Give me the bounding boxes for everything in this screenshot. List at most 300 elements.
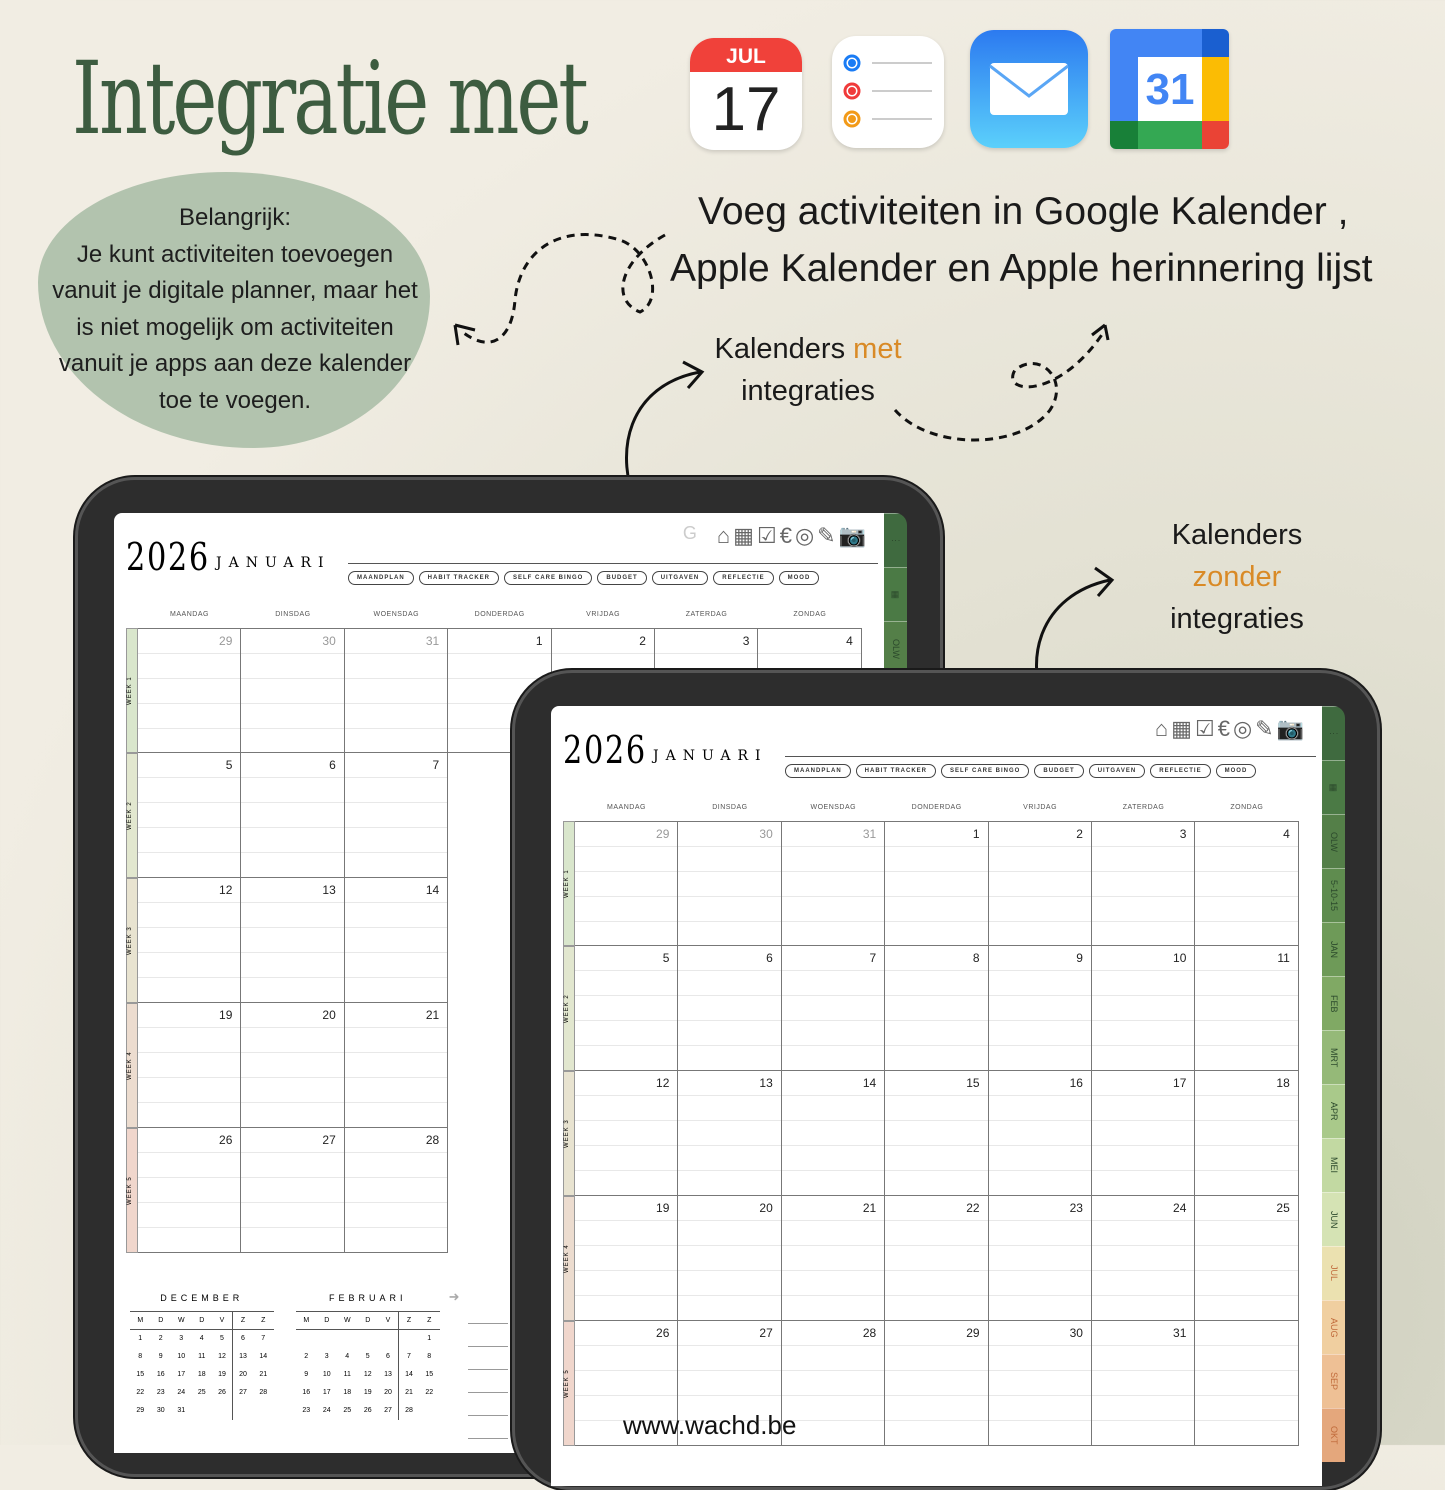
mini-day[interactable]: 19 [218,1371,226,1378]
day-number: 3 [1179,827,1187,841]
day-number: 1 [972,827,980,841]
headline-line2: Apple Kalender en Apple herinnering lijst [670,247,1373,290]
day-number: 20 [759,1201,773,1215]
day-number: 12 [219,883,233,897]
day-cell[interactable] [1195,1071,1298,1196]
weekday-letter: W [343,1317,351,1324]
euro-icon[interactable]: € [1217,716,1230,741]
planner-screen [551,706,1322,1486]
day-number: 28 [425,1133,440,1147]
side-tab-olw[interactable]: OLW [884,621,907,668]
day-cell[interactable] [885,1196,988,1321]
week-label: WEEK 3 [126,878,138,1003]
nav-habit-tracker[interactable]: HABIT TRACKER [856,764,936,778]
quick-icons [1155,716,1304,742]
mini-day[interactable]: 23 [302,1407,311,1414]
day-number: 8 [972,951,980,965]
day-cell[interactable] [1092,946,1195,1071]
mini-day[interactable]: 8 [138,1353,143,1360]
mini-week-row [130,1330,274,1348]
side-tab-▦[interactable]: ▦ [1322,760,1345,814]
calendar-day: 17 [711,75,781,144]
day-cell[interactable] [241,878,344,1003]
mini-day[interactable]: 4 [199,1335,204,1343]
day-number: 22 [966,1201,980,1215]
day-number: 6 [329,758,336,772]
day-number: 5 [225,758,233,772]
day-number: 13 [322,883,336,897]
mini-day[interactable]: 6 [386,1353,390,1360]
mini-day[interactable]: 16 [156,1371,165,1378]
day-number: 20 [322,1008,336,1022]
mini-day[interactable]: 20 [233,1366,254,1384]
mini-day[interactable]: 13 [384,1371,392,1378]
day-cell[interactable] [885,946,988,1071]
mini-day[interactable] [253,1402,274,1420]
nav-reflectie[interactable]: REFLECTIE [1150,764,1210,778]
week-label: WEEK 4 [563,1196,575,1321]
mini-week-row [296,1330,440,1348]
day-number: 14 [862,1076,877,1090]
side-tab-mei[interactable]: MEI [1322,1138,1345,1192]
day-number: 19 [219,1008,233,1022]
mini-day[interactable]: 25 [343,1407,352,1414]
mini-calendar-table [130,1311,274,1420]
mini-header-row [130,1312,274,1330]
mini-day[interactable] [419,1402,440,1420]
day-cell[interactable] [678,821,781,946]
mini-day[interactable]: 4 [345,1353,350,1360]
day-number: 21 [862,1201,877,1215]
mini-day[interactable]: 9 [158,1353,163,1360]
mini-calendar-table [296,1311,440,1420]
mini-day[interactable] [337,1330,358,1348]
calendar-month: JUL [690,38,802,72]
weekday-letter: D [158,1317,164,1324]
weekday-letter: V [385,1317,391,1324]
day-number: 29 [656,827,670,841]
side-tab-5-10-15[interactable]: 5-10-15 [1322,868,1345,922]
mini-day[interactable]: 26 [218,1389,226,1396]
day-cell[interactable] [575,1196,678,1321]
notes-icon[interactable]: ✎ [1255,716,1274,741]
notes-line [468,1438,508,1439]
mini-day[interactable]: 28 [259,1389,268,1396]
mini-day[interactable]: 28 [399,1402,420,1420]
day-cell[interactable] [138,628,241,753]
planner-month: JANUARI [653,748,768,764]
mini-week-row [130,1366,274,1384]
mini-day[interactable] [192,1402,213,1420]
mini-day[interactable] [399,1330,420,1348]
nav-habit-tracker[interactable]: HABIT TRACKER [419,571,499,585]
day-header: DINSDAG [712,804,748,811]
day-header: DINSDAG [275,611,311,618]
day-cell[interactable] [345,878,448,1003]
planner-tabs [884,513,907,668]
day-number: 12 [656,1076,670,1090]
mini-day[interactable]: 23 [156,1389,165,1396]
mini-week-row [296,1402,440,1420]
day-cell[interactable] [1195,1196,1298,1321]
notes-line [468,1323,508,1324]
day-cell[interactable] [138,753,241,878]
day-number: 26 [219,1133,233,1147]
day-cell[interactable] [241,753,344,878]
day-cell[interactable] [575,1071,678,1196]
week-label: WEEK 5 [563,1321,575,1446]
day-header: VRIJDAG [586,611,621,618]
home-icon[interactable]: ⌂ [716,523,731,548]
side-tab-sep[interactable]: SEP [1322,1354,1345,1408]
mini-day[interactable]: 24 [322,1407,331,1414]
nav-self-care-bingo[interactable]: SELF CARE BINGO [941,764,1029,778]
mini-day[interactable]: 26 [363,1407,372,1414]
side-tab-▦[interactable]: ▦ [884,567,907,621]
page-title: Integratie met [72,40,586,157]
nav-self-care-bingo[interactable]: SELF CARE BINGO [504,571,592,585]
mini-day[interactable]: 7 [261,1335,266,1343]
day-number: 21 [425,1008,440,1022]
day-header: ZONDAG [1230,804,1264,811]
checkbox-icon[interactable]: ☑ [1194,716,1215,741]
nav-maandplan[interactable]: MAANDPLAN [785,764,851,778]
notes-line [468,1346,508,1347]
mini-day[interactable]: 18 [197,1371,206,1378]
day-cell[interactable] [782,1196,885,1321]
weekday-letter: D [365,1317,371,1324]
day-cell[interactable] [989,1196,1092,1321]
mini-day[interactable]: 27 [233,1384,254,1402]
day-cell[interactable] [241,1003,344,1128]
camera-icon[interactable]: 📷 [838,523,866,548]
mini-day[interactable]: 21 [259,1371,268,1378]
mini-day[interactable]: 25 [197,1389,206,1396]
nav-budget[interactable]: BUDGET [597,571,646,585]
mini-day[interactable]: 3 [324,1353,329,1360]
day-cell[interactable] [989,821,1092,946]
mini-week-row [130,1402,274,1420]
mini-day[interactable]: 29 [136,1407,145,1414]
mini-day[interactable]: 5 [220,1335,224,1343]
day-number: 14 [425,883,440,897]
next-arrow-icon[interactable]: ➜ [448,1289,460,1304]
side-tab-⋮[interactable]: ⋮ [884,513,907,567]
mini-calendar-title: DECEMBER [160,1293,244,1303]
day-cell[interactable] [1195,1321,1298,1446]
day-cell[interactable] [678,1196,781,1321]
weekday-letter: M [303,1317,310,1324]
mini-day[interactable]: 14 [399,1366,420,1384]
week-label: WEEK 4 [126,1003,138,1128]
weekday-letter: Z [233,1312,254,1330]
day-number: 29 [966,1326,980,1340]
mini-day[interactable]: 13 [233,1348,254,1366]
mini-day[interactable]: 11 [343,1371,351,1378]
mini-day[interactable] [317,1330,338,1348]
day-header: MAANDAG [607,804,646,811]
day-number: 6 [766,951,773,965]
mini-day[interactable] [358,1330,379,1348]
mini-day[interactable]: 3 [179,1335,184,1343]
side-tab-⋮[interactable]: ⋮ [1322,706,1345,760]
day-cell[interactable] [241,1128,344,1253]
day-cell[interactable] [782,1321,885,1446]
day-cell[interactable] [989,946,1092,1071]
day-number: 4 [846,634,853,648]
day-number: 23 [1069,1201,1083,1215]
day-cell[interactable] [575,946,678,1071]
notes-icon[interactable]: ✎ [817,523,836,548]
week-label: WEEK 2 [563,946,575,1071]
planner-year: 2026 [126,535,210,579]
nav-mood[interactable]: MOOD [1216,764,1257,778]
mini-day[interactable]: 22 [425,1389,434,1396]
header-rule [785,756,1316,757]
day-number: 30 [759,827,773,841]
day-header: ZATERDAG [1122,804,1165,811]
mini-day[interactable]: 31 [177,1407,186,1414]
weekday-letter: D [324,1317,330,1324]
day-cell[interactable] [782,1071,885,1196]
week-label: WEEK 3 [563,1071,575,1196]
note-heading: Belangrijk: [178,204,292,231]
day-header: WOENSDAG [373,611,420,618]
day-number: 31 [425,634,440,648]
mini-day[interactable]: 11 [198,1353,206,1360]
mini-week-row [130,1348,274,1366]
day-cell[interactable] [345,1003,448,1128]
mini-calendar [296,1289,460,1420]
mini-day[interactable]: 9 [304,1371,309,1378]
weekday-letter: D [199,1317,205,1324]
header-rule [348,563,878,564]
day-cell[interactable] [885,1321,988,1446]
day-header: ZONDAG [793,611,827,618]
day-number: 28 [862,1326,877,1340]
mini-day[interactable]: 6 [233,1330,254,1348]
mini-day[interactable]: 5 [365,1353,370,1360]
day-cell[interactable] [1195,821,1298,946]
mini-week-row [296,1384,440,1402]
target-icon[interactable]: ◎ [794,523,815,548]
website-url[interactable]: www.wachd.be [623,1410,797,1440]
mini-day[interactable]: 30 [156,1407,165,1414]
day-cell[interactable] [885,821,988,946]
day-cell[interactable] [138,1003,241,1128]
day-number: 9 [1076,951,1083,965]
mini-header-row [296,1312,440,1330]
nav-mood[interactable]: MOOD [779,571,820,585]
nav-pills [785,764,1256,778]
mini-day[interactable]: 10 [322,1371,331,1378]
day-number: 29 [219,634,233,648]
day-number: 27 [322,1133,336,1147]
gcal-day: 31 [1145,65,1195,114]
day-number: 5 [662,951,670,965]
day-cell[interactable] [782,821,885,946]
mini-day[interactable]: 14 [259,1353,268,1360]
side-tab-aug[interactable]: AUG [1322,1300,1345,1354]
calendar-icon[interactable]: ▦ [1171,716,1192,741]
nav-pills [348,571,819,585]
nav-uitgaven[interactable]: UITGAVEN [1089,764,1146,778]
day-number: 16 [1069,1076,1083,1090]
day-number: 2 [639,634,646,648]
day-cell[interactable] [1195,946,1298,1071]
mini-day[interactable]: 21 [399,1384,420,1402]
nav-maandplan[interactable]: MAANDPLAN [348,571,414,585]
weekday-letter: Z [399,1312,420,1330]
day-number: 10 [1173,951,1187,965]
mini-day[interactable]: 7 [399,1348,420,1366]
weekday-letter: V [219,1317,225,1324]
notes-line [468,1369,508,1370]
day-cell[interactable] [345,753,448,878]
mini-day[interactable]: 16 [302,1389,311,1396]
day-number: 31 [862,827,877,841]
day-cell[interactable] [782,946,885,1071]
mini-week-row [130,1384,274,1402]
mini-day[interactable]: 10 [177,1353,186,1360]
day-number: 4 [1283,827,1290,841]
weekday-letter: Z [427,1317,432,1324]
mini-day[interactable]: 17 [177,1371,186,1378]
planner-tabs [1322,706,1345,1462]
mini-day[interactable]: 24 [177,1389,186,1396]
day-number: 17 [1173,1076,1187,1090]
weekday-letter: Z [261,1317,266,1324]
day-cell[interactable] [575,821,678,946]
mini-day[interactable]: 2 [158,1335,163,1343]
day-header: VRIJDAG [1023,804,1058,811]
day-cell[interactable] [989,1071,1092,1196]
planner-month: JANUARI [216,555,331,571]
mini-day[interactable]: 15 [425,1371,434,1378]
mini-day[interactable] [212,1402,233,1420]
day-number: 31 [1173,1326,1187,1340]
side-tab-olw[interactable]: OLW [1322,814,1345,868]
week-label: WEEK 5 [126,1128,138,1253]
day-number: 30 [322,634,336,648]
euro-icon[interactable]: € [779,523,792,548]
mini-day[interactable]: 22 [136,1389,145,1396]
mini-day[interactable] [378,1330,399,1348]
day-number: 25 [1276,1201,1290,1215]
headline-line1: Voeg activiteiten in Google Kalender , [698,190,1349,233]
day-cell[interactable] [678,1071,781,1196]
day-number: 11 [1277,951,1290,965]
mini-day[interactable]: 15 [136,1371,145,1378]
label-without-integrations: Kalenders zonder integraties [1170,519,1304,635]
mini-week-row [296,1366,440,1384]
day-number: 27 [759,1326,773,1340]
checkbox-icon[interactable]: ☑ [756,523,777,548]
home-icon[interactable]: ⌂ [1154,716,1169,741]
weekday-letter: W [177,1317,185,1324]
day-cell[interactable] [1092,1071,1195,1196]
mini-day[interactable]: 8 [427,1353,432,1360]
day-cell[interactable] [1092,1321,1195,1446]
mini-day[interactable]: 27 [384,1407,392,1414]
nav-budget[interactable]: BUDGET [1034,764,1083,778]
mini-day[interactable]: 1 [427,1335,432,1343]
day-cell[interactable] [1092,1196,1195,1321]
mini-day[interactable]: 12 [218,1353,226,1360]
mini-day[interactable] [233,1402,254,1420]
day-number: 26 [656,1326,670,1340]
label-with-integrations: Kalenders met integraties [714,333,902,407]
day-header: WOENSDAG [810,804,857,811]
mini-day[interactable]: 17 [322,1389,331,1396]
day-number: 15 [966,1076,980,1090]
notes-line [468,1415,508,1416]
day-header: DONDERDAG [911,804,962,811]
day-number: 7 [432,758,440,772]
day-cell[interactable] [138,1128,241,1253]
day-number: 18 [1276,1076,1290,1090]
mini-day[interactable] [296,1330,317,1348]
notes-line [468,1392,508,1393]
day-number: 1 [535,634,543,648]
day-cell[interactable] [1092,821,1195,946]
camera-icon[interactable]: 📷 [1276,716,1304,741]
side-tab-mrt[interactable]: MRT [1322,1030,1345,1084]
google-icon[interactable]: G [682,523,697,543]
day-cell[interactable] [241,628,344,753]
side-tab-jun[interactable]: JUN [1322,1192,1345,1246]
day-number: 3 [742,634,750,648]
calendar-icon[interactable]: ▦ [733,523,754,548]
mini-week-row [296,1348,440,1366]
day-cell[interactable] [345,628,448,753]
mini-day[interactable]: 19 [363,1389,372,1396]
side-tab-okt[interactable]: OKT [1322,1408,1345,1462]
week-label: WEEK 2 [126,753,138,878]
week-label: WEEK 1 [126,628,138,753]
day-cell[interactable] [678,946,781,1071]
day-cell[interactable] [885,1071,988,1196]
day-header: ZATERDAG [685,611,728,618]
day-cell[interactable] [989,1321,1092,1446]
day-cell[interactable] [345,1128,448,1253]
day-header: MAANDAG [170,611,209,618]
day-cell[interactable] [138,878,241,1003]
nav-reflectie[interactable]: REFLECTIE [713,571,773,585]
day-number: 7 [869,951,877,965]
tablet-without-integrations [512,670,1380,1490]
mini-day[interactable]: 18 [343,1389,352,1396]
weekday-letter: M [137,1317,144,1324]
mini-calendar [130,1293,274,1420]
planner-year: 2026 [563,728,647,772]
side-tab-jul[interactable]: JUL [1322,1246,1345,1300]
mini-day[interactable]: 1 [138,1335,143,1343]
side-tab-jan[interactable]: JAN [1322,922,1345,976]
quick-icons [683,523,866,549]
day-number: 2 [1076,827,1083,841]
mini-day[interactable]: 20 [384,1389,392,1396]
day-number: 19 [656,1201,670,1215]
mini-day[interactable]: 2 [304,1353,309,1360]
side-tab-feb[interactable]: FEB [1322,976,1345,1030]
side-tab-apr[interactable]: APR [1322,1084,1345,1138]
target-icon[interactable]: ◎ [1232,716,1253,741]
mini-calendar-title: FEBRUARI [328,1293,407,1303]
nav-uitgaven[interactable]: UITGAVEN [652,571,709,585]
note-body: Je kunt activiteiten toevoegen vanuit je digitale planner, maar het is niet mogelijk om activiteiten vanuit je apps aan deze kalender toe te voegen. [52,240,418,414]
mini-day[interactable]: 12 [363,1371,372,1378]
